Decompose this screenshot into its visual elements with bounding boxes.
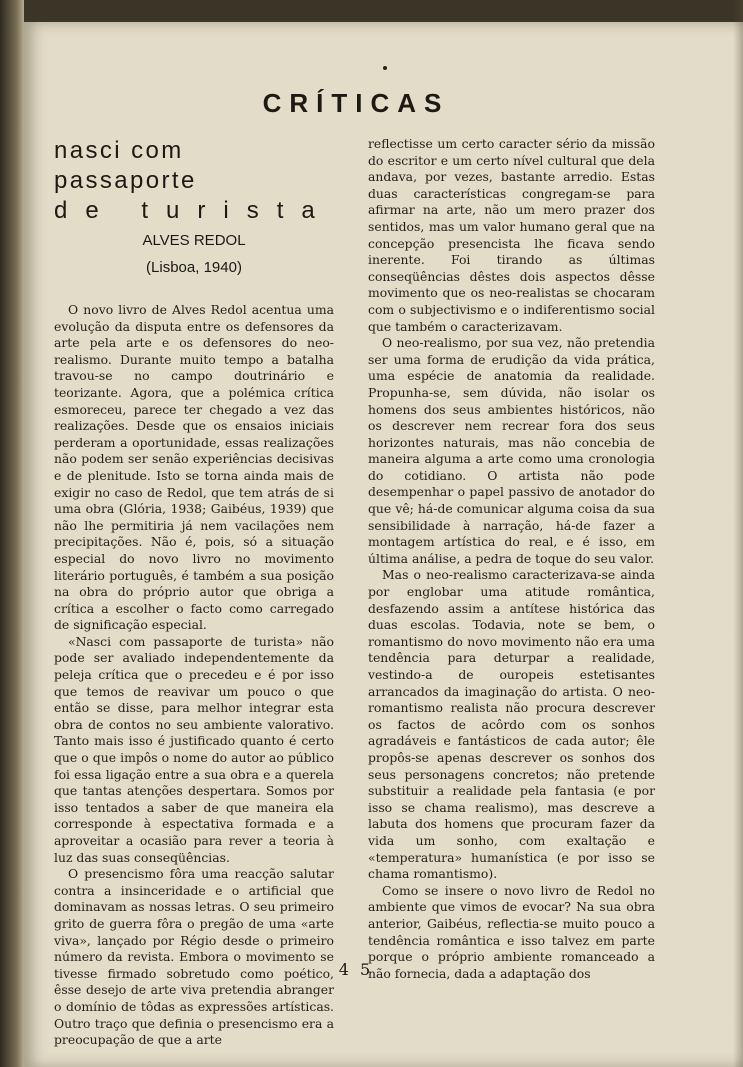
left-paragraph-1: O novo livro de Alves Redol acentua uma evolução da disputa entre os defensores da arte pela arte e os defensores do neo-realismo. Durante muito tempo a batalha travou-se no campo doutrinário e teorizante. Agora, que a polémica crítica esmoreceu, parece ter chegado a vez das realizações. Desde que os ensaios iniciais perderam a oportunidade, essas realizações não podem ser senão experiências decisivas e de plenitude. Isto se torna ainda mais de exigir no caso de Redol, que tem atrás de si uma obra (Glória, 1938; Gaibéus, 1939) que não lhe permitiria já nem vacilações nem precipitações. Não é, pois, só a situação especial do novo livro no movimento literário português, é também a sua posição na obra do próprio autor que obriga a crítica a escolher o facto como carregado de significação especial. (54, 302, 334, 633)
left-paragraph-2: «Nasci com passaporte de turista» não pode ser avaliado independentemente da peleja crítica que o precedeu e é por isso que temos de reavivar um pouco o que então se disse, para melhor integrar esta obra de contos no seu ambiente valorativo. Tanto mais isso é justificado quanto é certo que o que impôs o nome do autor ao público foi essa ligação entre a sua obra e a querela que tantas atenções despertara. Somos por isso tentados a saber de que maneira ela corresponde à espectativa formada e a aproveitar a ocasião para rever a teoria à luz das suas conseqüências. (54, 633, 334, 865)
page-edge (733, 0, 743, 1067)
right-paragraph-1: reflectisse um certo caracter sério da missão do escritor e um certo nível cultural que dela andava, por vezes, bastante arredio. Estas duas características congregam-se para afirmar na arte, não um mero prazer dos sentidos, mas um valor humano geral que na concepção presencista lhe ficava sendo inerente. Foi tirando as últimas conseqüências dêstes dois aspectos dêsse movimento que os neo-realistas se chocaram com o subjectivismo e o indiferentismo social que também o caracterizavam. (368, 136, 655, 334)
page-number: 4 5 (338, 960, 374, 979)
right-paragraph-3: Mas o neo-realismo caracterizava-se ainda por englobar uma atitude romântica, desfazendo assim a antítese histórica das duas escolas. Todavia, note se bem, o romantismo do novo movimento não era uma tendência para deturpar a realidade, vestindo-a de ouropeis estetisantes arrancados da imaginação do artista. O neo-romantismo realista não procura descrever os factos de acôrdo com os sonhos agradáveis e fantásticos de cada autor; êle propôs-se apenas descrever os sonhos dos seus personagens concretos; não pretende substituir a realidade pela fantasia (e por isso se chama realismo), mas descreve a labuta dos homens que procuram fazer da vida um sonho, com exaltação e «temperatura» humanística (e por isso se chama romantismo). (368, 567, 655, 882)
section-title: CRÍTICAS (262, 88, 450, 118)
publication-info: (Lisboa, 1940) (146, 259, 242, 276)
book-title-line2: de turista (54, 197, 333, 224)
page-binding (0, 0, 24, 1067)
left-column (54, 136, 334, 1049)
right-column (368, 136, 655, 982)
print-dot (383, 66, 387, 70)
right-paragraph-2: O neo-realismo, por sua vez, não pretendia ser uma forma de erudição da vida prática, uma espécie de anatomia da realidade. Propunha-se, sem dúvida, não isolar os homens dos seus ambientes históricos, não os descrever nem recrear fora dos seus horizontes naturais, mas não concebia de maneira alguma a arte como uma cronologia do cotidiano. O artista não pode desempenhar o papel passivo de anotador do que vê; há-de comunicar alguma coisa da sua sensibilidade à narração, há-de fazer a montagem artística do real, e é isso, em última análise, a pedra de toque do seu valor. (368, 335, 655, 566)
book-title-line1: nasci com passaporte (54, 137, 197, 194)
right-paragraph-4: Como se insere o novo livro de Redol no ambiente que vimos de evocar? Na sua obra anterior, Gaibéus, reflectia-se muito pouco a tendência romântica e isso talvez em parte porque o próprio ambiente romanceado a não fornecia, dada a adaptação dos (368, 882, 655, 981)
author-name: ALVES REDOL (142, 232, 246, 249)
left-paragraph-3: O presencismo fôra uma reacção salutar contra a insinceridade e o artificial que dominavam as nossas letras. O seu primeiro grito de guerra fôra o pregão de uma «arte viva», lançado por Régio desde o primeiro número da revista. Embora o movimento se tivesse firmado sobretudo como poético, êsse desejo de arte viva pretendia abranger o domínio de tôdas as expressões artísticas. Outro traço que definia o presencismo era a preocupação de que a arte (54, 866, 334, 1048)
